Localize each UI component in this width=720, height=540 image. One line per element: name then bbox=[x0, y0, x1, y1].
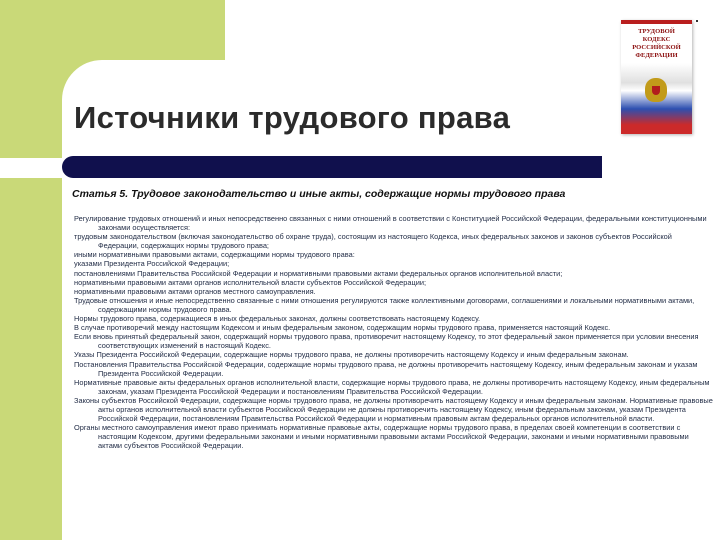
article-paragraph: указами Президента Российской Федерации; bbox=[74, 259, 230, 269]
article-paragraph: Нормы трудового права, содержащиеся в иных федеральных законах, должны соответствовать настоящему Кодексу. bbox=[74, 314, 481, 324]
article-paragraph: постановлениями Правительства Российской Федерации и нормативными правовыми актами федеральных органов исполнительной власти; bbox=[74, 268, 563, 278]
left-strip bbox=[0, 0, 62, 540]
book-title-line: ФЕДЕРАЦИИ bbox=[635, 52, 678, 59]
book-title-line: КОДЕКС bbox=[642, 36, 671, 43]
article-paragraph: Органы местного самоуправления имеют право принимать нормативные правовые акты, содержащие нормы трудового права, в пределах своей компетенции в соответствии с настоящим Кодексом, другими федеральными законами и иными нормативными правовыми актами Российской Федерации, законами и иными нормативными правовыми актами субъектов Российской Федерации. bbox=[74, 423, 689, 451]
corner-dot bbox=[696, 20, 698, 22]
book-title-line: ТРУДОВОЙ bbox=[638, 28, 675, 35]
article-heading: Статья 5. Трудовое законодательство и иные акты, содержащие нормы трудового права bbox=[72, 188, 566, 200]
article-paragraph: Указы Президента Российской Федерации, содержащие нормы трудового права, не должны противоречить настоящему Кодексу и иным федеральным законам. bbox=[74, 350, 629, 360]
article-paragraph: трудовым законодательством (включая законодательство об охране труда), состоящим из настоящего Кодекса, иных федеральных законов и законов субъектов Российской Федерации, содержащих нормы трудового права; bbox=[74, 232, 672, 251]
article-paragraph: Регулирование трудовых отношений и иных непосредственно связанных с ними отношений в соответствии с Конституцией Российской Федерации, федеральными конституционными законами осуществляется: bbox=[74, 214, 707, 233]
slide-title: Источники трудового права bbox=[74, 100, 511, 135]
article-paragraph: Законы субъектов Российской Федерации, содержащие нормы трудового права, не должны противоречить настоящему Кодексу и иным федеральным законам. Нормативные правовые акты органов исполнительной власти субъектов Российской Федерации не должны противоречить настоящему Кодексу, иным федеральным законам, указам Президента Российской Федерации, постановлениям Правительства Российской Федерации и нормативным правовым актам федеральных органов исполнительной власти. bbox=[74, 395, 713, 424]
article-paragraph: В случае противоречий между настоящим Кодексом и иным федеральным законом, содержащим нормы трудового права, применяется настоящий Кодекс. bbox=[74, 323, 611, 333]
article-paragraph: Трудовые отношения и иные непосредственно связанные с ними отношения регулируются также коллективными договорами, соглашениями и локальными нормативными актами, содержащими нормы трудового права. bbox=[74, 295, 695, 314]
article-paragraph: нормативными правовыми актами органов местного самоуправления. bbox=[74, 286, 316, 296]
article-paragraph: Если вновь принятый федеральный закон, содержащий нормы трудового права, противоречит настоящему Кодексу, то этот федеральный закон применяется при условии внесения соответствующих изменений в настоящий Кодекс. bbox=[74, 332, 699, 351]
book-cover-title bbox=[624, 28, 689, 60]
book-top-stripe bbox=[621, 20, 692, 24]
emblem-shield-icon bbox=[652, 86, 660, 95]
article-body bbox=[74, 214, 714, 450]
article-paragraph: нормативными правовыми актами органов исполнительной власти субъектов Российской Федерации; bbox=[74, 277, 426, 287]
article-paragraph: иными нормативными правовыми актами, содержащими нормы трудового права: bbox=[74, 250, 355, 260]
book-title-line: РОССИЙСКОЙ bbox=[632, 44, 681, 51]
article-paragraph: Постановления Правительства Российской Федерации, содержащие нормы трудового права, не должны противоречить настоящему Кодексу, иным федеральным законам и указам Президента Российской Федерации. bbox=[74, 359, 698, 378]
article-paragraph: Нормативные правовые акты федеральных органов исполнительной власти, содержащие нормы трудового права, не должны противоречить настоящему Кодексу, иным федеральным законам, указам Президента Российской Федерации и постановлениям Правительства Российской Федерации. bbox=[74, 377, 710, 396]
labor-code-book-image bbox=[621, 20, 692, 134]
title-divider-bar bbox=[62, 156, 602, 178]
divider-gap bbox=[0, 158, 66, 178]
